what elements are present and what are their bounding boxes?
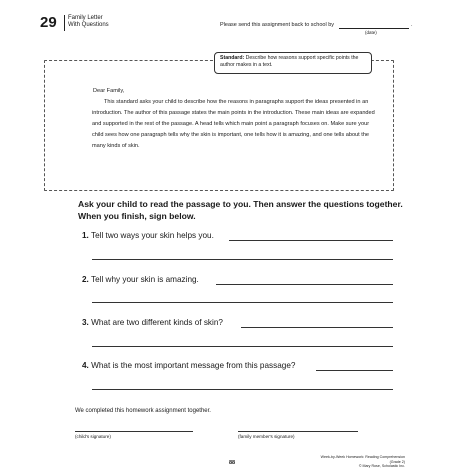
question-1 xyxy=(82,231,214,240)
answer-line[interactable] xyxy=(92,302,393,303)
question-3 xyxy=(82,318,223,327)
question-number: 4. xyxy=(82,361,89,370)
letter-greeting: Dear Family, xyxy=(93,88,125,94)
question-text: Tell two ways your skin helps you. xyxy=(90,231,214,240)
answer-line[interactable] xyxy=(316,370,393,371)
question-2 xyxy=(82,275,199,284)
question-number: 3. xyxy=(82,318,89,327)
child-signature-field[interactable] xyxy=(75,431,193,432)
family-signature-label: (family member's signature) xyxy=(238,434,295,439)
answer-line[interactable] xyxy=(241,327,393,328)
page-number: 29 xyxy=(40,14,57,31)
question-text: What is the most important message from this passage? xyxy=(91,361,296,370)
instructions: Ask your child to read the passage to you. Then answer the questions together. When you finish, sign below. xyxy=(78,199,403,221)
question-text: Tell why your skin is amazing. xyxy=(90,275,199,284)
standard-callout xyxy=(214,52,372,74)
standard-label: Standard: xyxy=(220,55,245,61)
answer-line[interactable] xyxy=(92,389,393,390)
credit-line-2: © Mary Rose, Scholastic Inc. xyxy=(358,464,405,468)
return-date-period: . xyxy=(411,22,413,28)
footer-page-number: 88 xyxy=(229,460,236,466)
question-4 xyxy=(82,361,295,370)
worksheet-title xyxy=(64,15,109,31)
question-number: 1. xyxy=(82,231,89,240)
credit-line-1: Week-by-Week Homework: Reading Comprehension (Grade 2) xyxy=(320,455,405,464)
child-signature-label: (child's signature) xyxy=(75,434,111,439)
date-label: (date) xyxy=(365,30,377,35)
answer-line[interactable] xyxy=(229,240,393,241)
copyright-credit xyxy=(315,455,405,469)
standard-text: Describe how reasons support specific points the author makes in a text. xyxy=(220,55,359,68)
title-line-1: Family Letter xyxy=(68,15,103,21)
family-signature-field[interactable] xyxy=(238,431,358,432)
question-text: What are two different kinds of skin? xyxy=(91,318,223,327)
completion-statement: We completed this homework assignment together. xyxy=(75,408,211,414)
letter-body: This standard asks your child to describe how the reasons in paragraphs support the ideas presented in an introduction. The author of this passage states the main points in the introduction. These main ideas are expanded and supported in the rest of the passage. A head tells which main point a paragraph focuses on. Make sure your child sees how one paragraph tells why the skin is important, one tells how it is amazing, and one tells about the many kinds of skin. xyxy=(92,99,375,149)
return-date-note: Please send this assignment back to school by xyxy=(220,22,335,28)
answer-line[interactable] xyxy=(216,284,393,285)
title-line-2: With Questions xyxy=(68,22,109,28)
return-date-field[interactable] xyxy=(339,28,409,29)
answer-line[interactable] xyxy=(92,259,393,260)
answer-line[interactable] xyxy=(92,346,393,347)
question-number: 2. xyxy=(82,275,89,284)
